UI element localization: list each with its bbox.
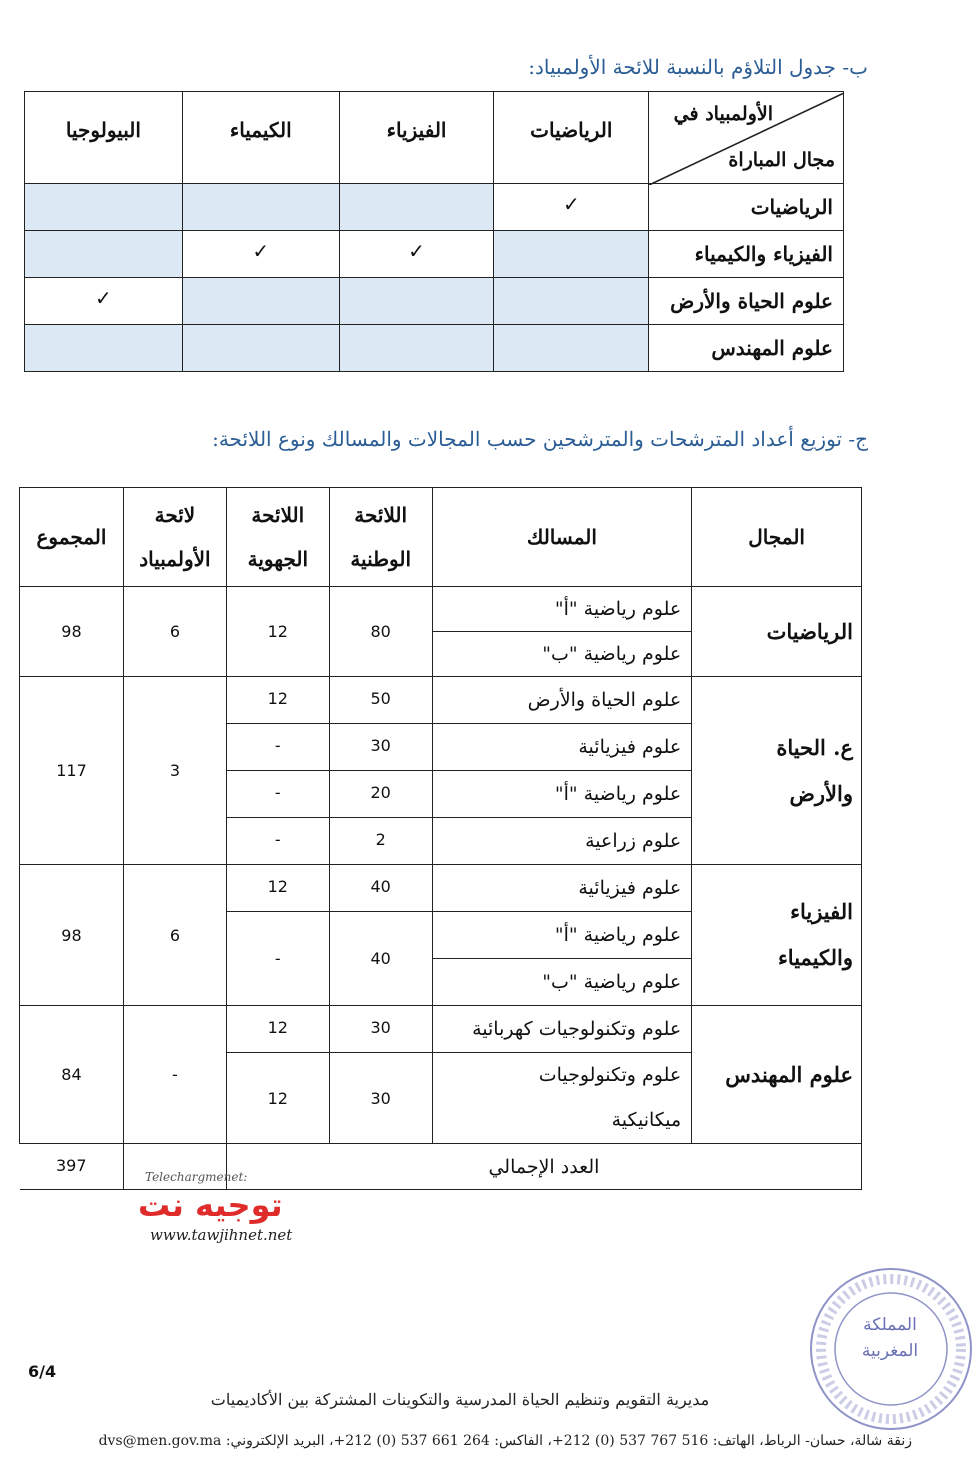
col-header-biology: البيولوجيا <box>25 92 183 184</box>
shaded-cell <box>494 231 649 278</box>
olympiad-value: 6 <box>123 865 226 1006</box>
shaded-cell <box>494 278 649 325</box>
regional-value: - <box>226 818 329 865</box>
domain-svt: ع. الحياة والأرض <box>692 677 862 865</box>
track-cell: علوم وتكنولوجيات <box>432 1053 692 1098</box>
total-value: 98 <box>20 587 124 677</box>
track-cell: علوم رياضية "أ" <box>432 587 692 632</box>
domain-engineering: علوم المهندس <box>692 1006 862 1144</box>
regional-value: 12 <box>226 677 329 724</box>
watermark-small-text: Telechargmenet: <box>145 1170 248 1184</box>
section-c-title: ج- توزيع أعداد المترشحات والمترشحين حسب المجالات والمسالك ونوع اللائحة: <box>212 427 868 451</box>
national-value: 30 <box>329 1006 432 1053</box>
watermark-url[interactable]: www.tawjihnet.net <box>150 1226 293 1244</box>
footer-contact: زنقة شالة، حسان- الرباط، الهاتف: 516 767 537 (0) 212+، الفاكس: 264 661 537 (0) 212+، البريد الإلكتروني: dvs@men.gov.ma <box>98 1433 912 1449</box>
col-header-math: الرياضيات <box>494 92 649 184</box>
track-cell: علوم فيزيائية <box>432 865 692 912</box>
national-value: 80 <box>329 587 432 677</box>
national-value: 50 <box>329 677 432 724</box>
regional-value: - <box>226 912 329 1006</box>
header-olympiad: لائحة الأولمبياد <box>123 488 226 587</box>
domain-physchem: الفيزياء والكيمياء <box>692 865 862 1006</box>
regional-value: 12 <box>226 1053 329 1144</box>
track-cell: علوم رياضية "ب" <box>432 632 692 677</box>
row-header-math: الرياضيات <box>649 184 844 231</box>
header-olympiad: الأولمبياد في <box>673 102 773 125</box>
regional-value: 12 <box>226 865 329 912</box>
regional-value: 12 <box>226 587 329 677</box>
shaded-cell <box>182 325 339 372</box>
regional-value: - <box>226 724 329 771</box>
check-mark: ✓ <box>339 231 494 278</box>
shaded-cell <box>25 184 183 231</box>
distribution-table <box>19 487 862 1190</box>
olympiad-value: - <box>123 1006 226 1144</box>
row-header-physchem: الفيزياء والكيمياء <box>649 231 844 278</box>
shaded-cell <box>25 231 183 278</box>
compatibility-table <box>24 91 844 372</box>
check-mark: ✓ <box>25 278 183 325</box>
watermark-brand: توجيه نت <box>138 1186 283 1224</box>
total-value: 98 <box>20 865 124 1006</box>
shaded-cell <box>25 325 183 372</box>
section-b-title: ب- جدول التلاؤم بالنسبة للائحة الأولمبياد: <box>528 55 868 79</box>
track-cell: علوم فيزيائية <box>432 724 692 771</box>
track-cell: علوم رياضية "أ" <box>432 912 692 959</box>
track-cell: علوم وتكنولوجيات كهربائية <box>432 1006 692 1053</box>
header-track: المسالك <box>432 488 692 587</box>
stamp-text: المملكة المغربية <box>861 1315 919 1361</box>
national-value: 40 <box>329 865 432 912</box>
national-value: 30 <box>329 1053 432 1144</box>
diagonal-header-cell <box>649 92 844 184</box>
track-cell: ميكانيكية <box>432 1098 692 1144</box>
check-mark: ✓ <box>182 231 339 278</box>
domain-math: الرياضيات <box>692 587 862 677</box>
total-value: 117 <box>20 677 124 865</box>
grand-total-value: 397 <box>20 1144 124 1190</box>
shaded-cell <box>494 325 649 372</box>
shaded-cell <box>182 184 339 231</box>
page-number: 6/4 <box>28 1362 57 1381</box>
row-header-engineering: علوم المهندس <box>649 325 844 372</box>
col-header-physics: الفيزياء <box>339 92 494 184</box>
total-value: 84 <box>20 1006 124 1144</box>
national-value: 2 <box>329 818 432 865</box>
olympiad-value: 6 <box>123 587 226 677</box>
track-cell: علوم الحياة والأرض <box>432 677 692 724</box>
col-header-chemistry: الكيمياء <box>182 92 339 184</box>
track-cell: علوم رياضية "ب" <box>432 959 692 1006</box>
header-regional: اللائحة الجهوية <box>226 488 329 587</box>
regional-value: 12 <box>226 1006 329 1053</box>
shaded-cell <box>339 325 494 372</box>
national-value: 30 <box>329 724 432 771</box>
regional-value: - <box>226 771 329 818</box>
shaded-cell <box>339 278 494 325</box>
national-value: 40 <box>329 912 432 1006</box>
header-domain: المجال <box>692 488 862 587</box>
header-national: اللائحة الوطنية <box>329 488 432 587</box>
row-header-svt: علوم الحياة والأرض <box>649 278 844 325</box>
track-cell: علوم رياضية "أ" <box>432 771 692 818</box>
header-field: مجال المباراة <box>728 148 835 171</box>
grand-total-label: العدد الإجمالي <box>226 1144 861 1190</box>
shaded-cell <box>182 278 339 325</box>
footer-directorate: مديرية التقويم وتنظيم الحياة المدرسية والتكوينات المشتركة بين الأكاديميات <box>210 1390 710 1409</box>
header-total: المجموع <box>20 488 124 587</box>
shaded-cell <box>339 184 494 231</box>
check-mark: ✓ <box>494 184 649 231</box>
national-value: 20 <box>329 771 432 818</box>
olympiad-value: 3 <box>123 677 226 865</box>
track-cell: علوم زراعية <box>432 818 692 865</box>
